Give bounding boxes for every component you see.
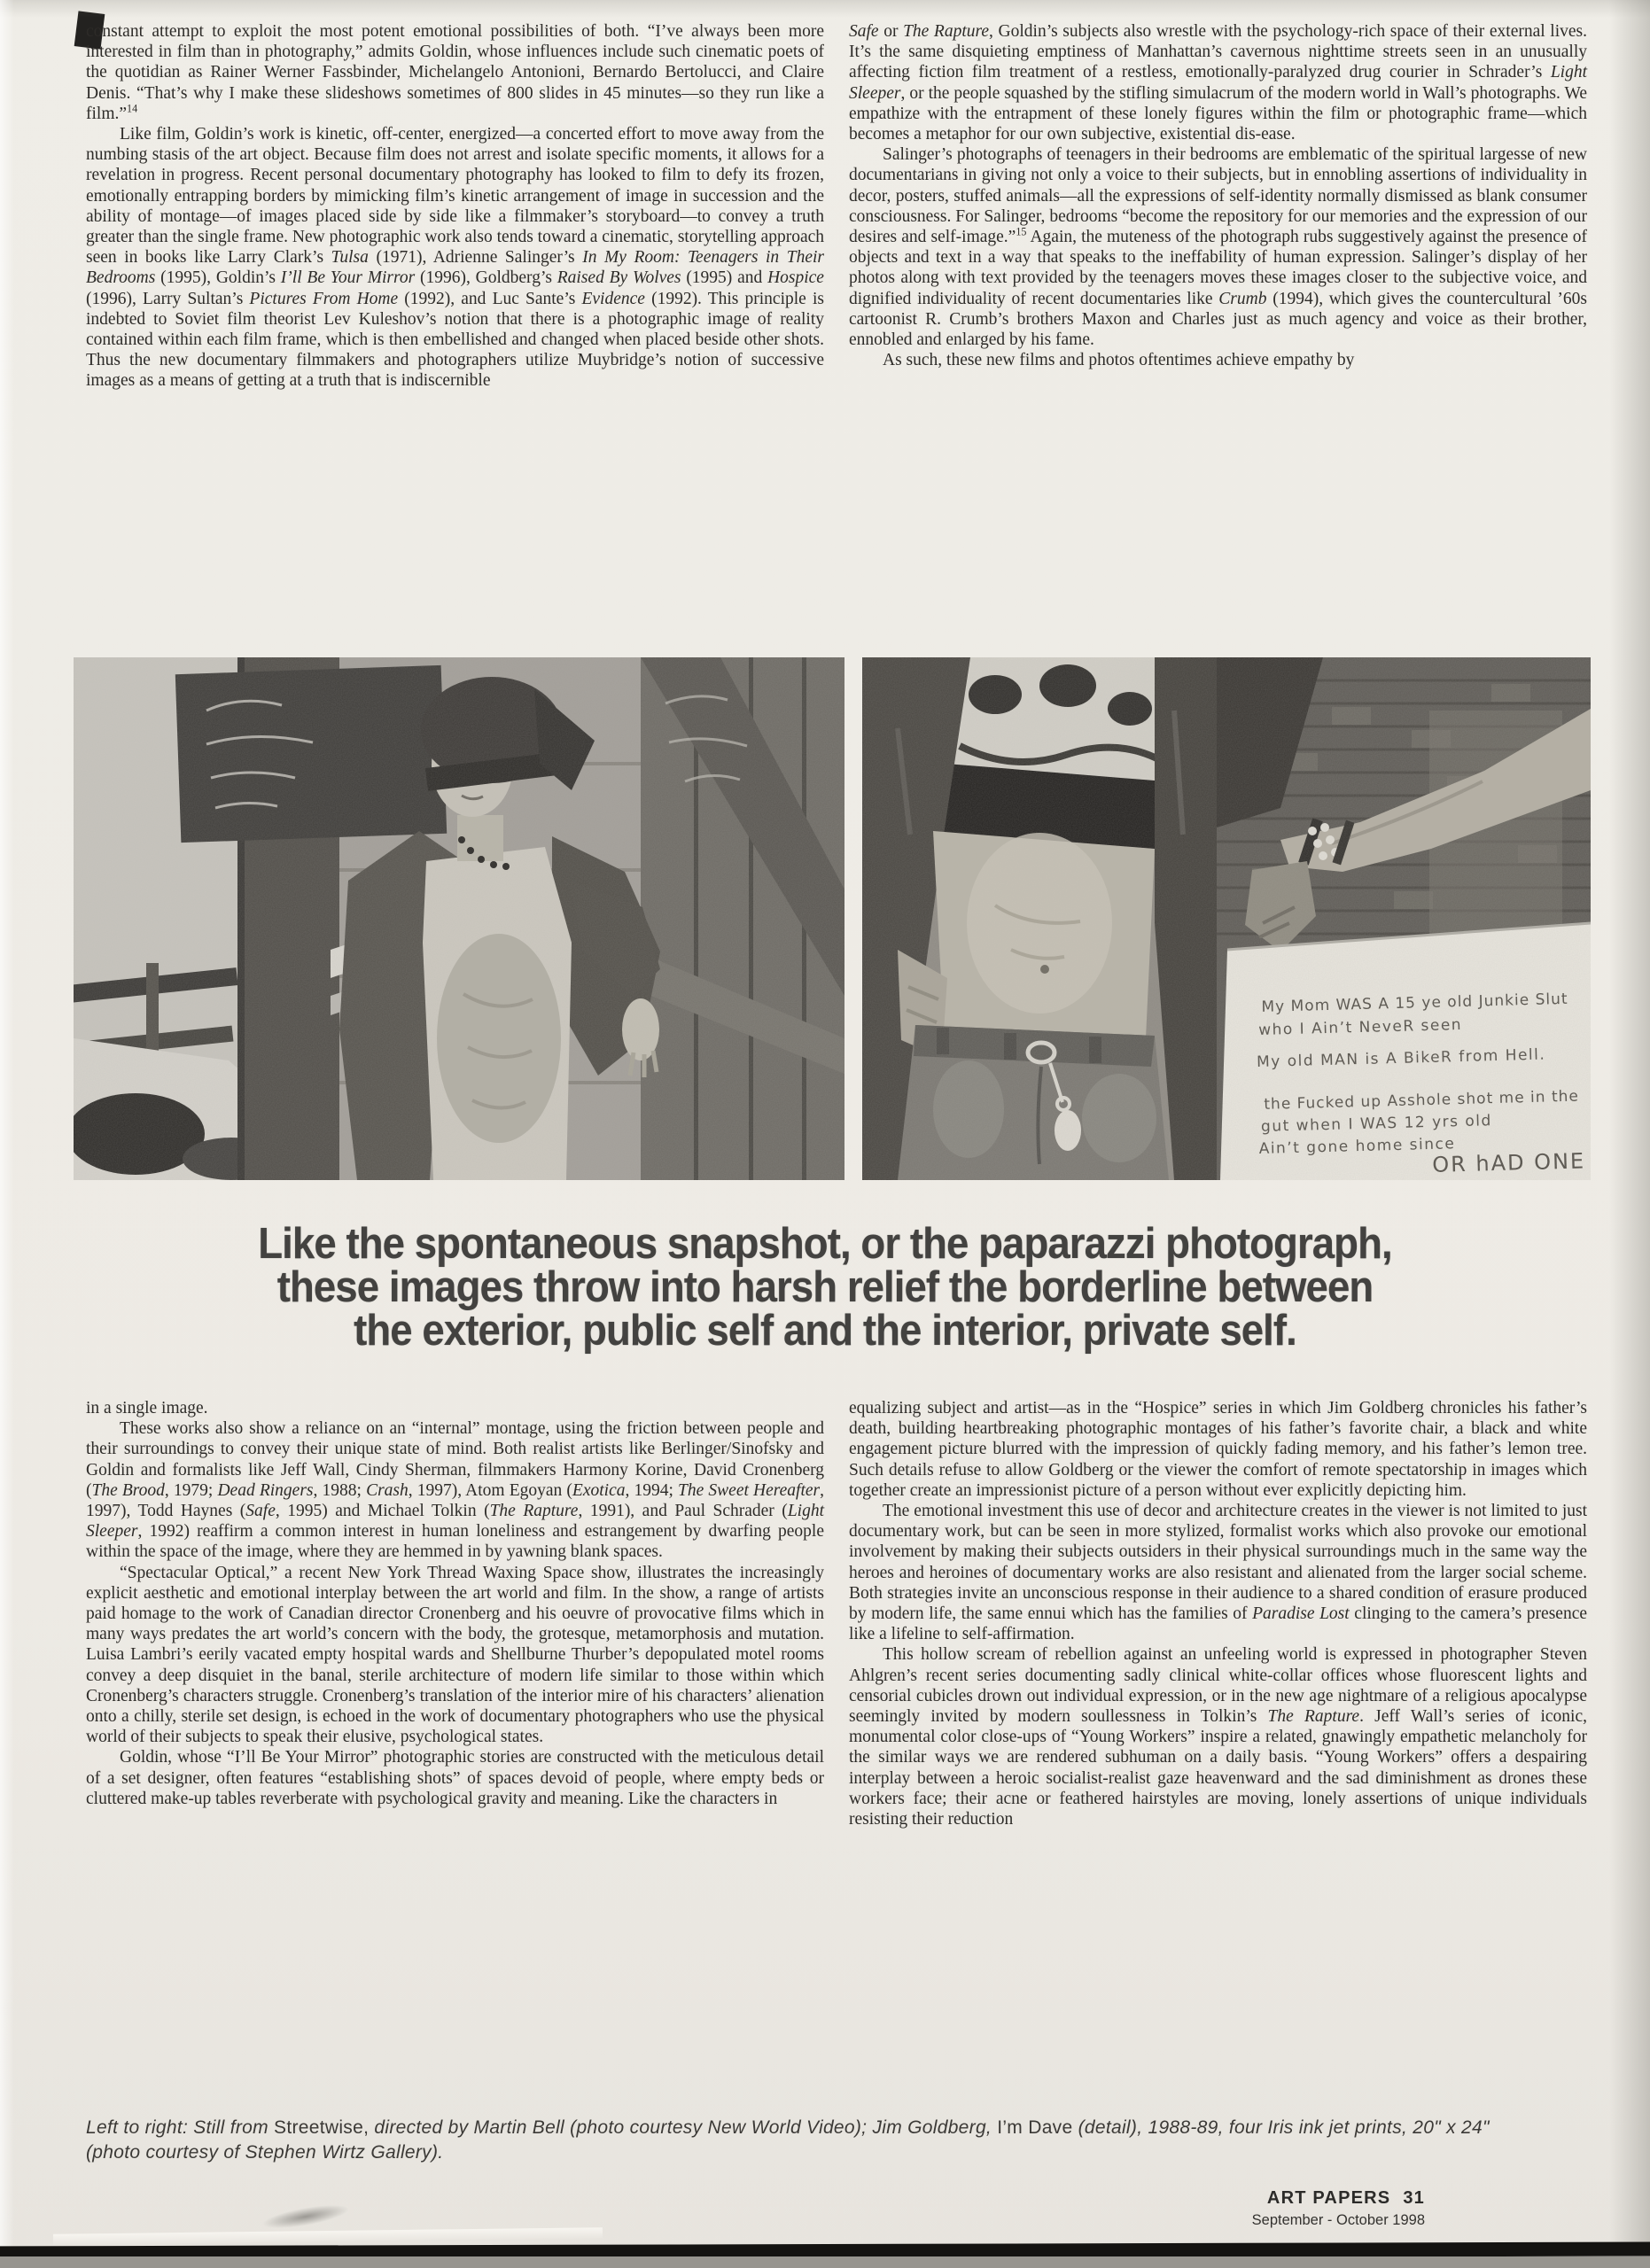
column-bottom-left — [86, 1398, 824, 1809]
column-top-left — [86, 21, 824, 392]
photo-im-dave — [862, 657, 1591, 1180]
paragraph: Goldin, whose “I’ll Be Your Mirror” photographic stories are constructed with the meticulous detail of a set designer, often features “establishing shots” of spaces devoid of people, where empty beds or cluttered make-up tables reverberate with psychological gravity and meaning. Like the characters in — [86, 1748, 824, 1808]
pull-quote — [116, 1220, 1534, 1355]
page-bottom-edge — [53, 2227, 603, 2245]
scanner-background — [0, 2256, 1650, 2268]
pull-quote-line: Like the spontaneous snapshot, or the paparazzi photograph, — [258, 1220, 1392, 1268]
paragraph: Safe or The Rapture, Goldin’s subjects also wrestle with the psychology-rich space of their external lives. It’s the same disquieting emptiness of Manhattan’s cavernous nighttime streets seen in an unusually affecting fiction film treatment of a restless, emotionally-paralyzed drug courier in Schrader’s Light Sleeper, or the people squashed by the stifling simulacrum of the modern world in Wall’s photographs. We empathize with the entrapment of these lonely figures within the film or photographic frame—which becomes a metaphor for our own subjective, existential dis-ease. — [849, 22, 1587, 144]
streetwise-illustration — [74, 657, 844, 1180]
paragraph: Salinger’s photographs of teenagers in their bedrooms are emblematic of the spiritual largesse of new documentarians in giving not only a voice to their subjects, but in ennobling assertions of individuality in decor, posters, stuffed animals—all the expressions of self-identity normally dismissed as blank consumer consciousness. For Salinger, bedrooms “become the repository for our memories and the expression of our desires and self-image.”$^{15}$ Again, the muteness of the photograph rubs suggestively against the presence of objects and text in a way that speaks to the ineffability of human expression. Salinger’s display of her photos along with text provided by the teenagers moves these images closer to the subjective voice, and dignified individuality of recent documentaries like Crumb (1994), which gives the countercultural ’60s cartoonist R. Crumb’s brothers Maxon and Charles just as much agency and voice as their brother, ennobled and enlarged by his fame. — [849, 145, 1587, 350]
scan-smudge — [261, 2200, 351, 2233]
caption-line: (photo courtesy of Stephen Wirtz Gallery). — [86, 2142, 444, 2163]
paragraph: “Spectacular Optical,” a recent New York Thread Waxing Space show, illustrates the increasingly explicit aesthetic and emotional interplay between the art world and film. In the show, a range of artists paid homage to the work of Canadian director Cronenberg and his oeuvre of provocative films which in many ways predates the art world’s concern with the body, the grotesque, metamorphosis and mutation. Luisa Lambri’s eerily vacated empty hospital wards and Shellburne Thurber’s depopulated motel rooms convey a deep disquiet in the banal, sterile architecture of modern life similar to those within which Cronenberg’s characters struggle. Cronenberg’s translation of the interior mire of his characters’ alienation onto a chilly, sterile set design, is echoed in the work of documentary photographers who use the physical world of their subjects to speak their elusive, psychological states. — [86, 1563, 824, 1747]
photo-streetwise-still — [74, 657, 844, 1180]
column-bottom-right — [849, 1398, 1587, 1829]
im-dave-illustration — [862, 657, 1591, 1180]
paragraph: Like film, Goldin’s work is kinetic, off-center, energized—a concerted effort to move away from the numbing stasis of the art object. Because film does not arrest and isolate specific moments, it allows for a revelation in progress. Recent personal documentary photography has looked to film to defy its frozen, emotionally entrapping borders by mimicking film’s kinetic arrangement of image in succession and the ability of montage—of images placed side by side like a filmmaker’s storyboard—to convey a truth greater than the single frame. New photographic work also tends toward a cinematic, storytelling approach seen in books like Larry Clark’s Tulsa (1971), Adrienne Salinger’s In My Room: Teenagers in Their Bedrooms (1995), Goldin’s I’ll Be Your Mirror (1996), Goldberg’s Raised By Wolves (1995) and Hospice (1996), Larry Sultan’s Pictures From Home (1992), and Luc Sante’s Evidence (1992). This principle is indebted to Soviet film theorist Lev Kuleshov’s notion that there is a photographic image of reality contained within each film frame, which is then embellished and changed when placed beside other shots. Thus the new documentary filmmakers and photographers utilize Muybridge’s notion of successive images as a means of getting at a truth that is indiscernible — [86, 125, 824, 391]
caption-line: Left to right: Still from Streetwise, directed by Martin Bell (photo courtesy New World Video); Jim Goldberg, I’m Dave (detail), 1988-89, four Iris ink jet prints, 20" x 24" — [86, 2117, 1490, 2138]
paragraph: These works also show a reliance on an “internal” montage, using the friction between people and their surroundings to convey their unique state of mind. Both realist artists like Berlinger/Sinofsky and Goldin and formalists like Jeff Wall, Cindy Sherman, filmmakers Harmony Korine, David Cronenberg (The Brood, 1979; Dead Ringers, 1988; Crash, 1997), Atom Egoyan (Exotica, 1994; The Sweet Hereafter, 1997), Todd Haynes (Safe, 1995) and Michael Tolkin (The Rapture, 1991), and Paul Schrader (Light Sleeper, 1992) reaffirm a common interest in human loneliness and estrangement by dwarfing people within the space of the image, where they are hemmed in by yawning blank spaces. — [86, 1419, 825, 1562]
paragraph: As such, these new films and photos oftentimes achieve empathy by — [883, 351, 1355, 370]
pull-quote-line: these images throw into harsh relief the borderline between — [276, 1263, 1374, 1311]
paragraph: This hollow scream of rebellion against an unfeeling world is expressed in photographer Steven Ahlgren’s recent series documenting sadly clinical white-collar offices whose fluorescent lights and censorial cubicles drown out individual expression, or in the new age nightmare of a religious apocalypse seemingly invited by modern soullessness in Tolkin’s The Rapture. Jeff Wall’s series of iconic, monumental color close-ups of “Young Workers” inspire a related, gnawingly empathetic melancholy for the similar ways we are rendered subhuman on a daily basis. “Young Workers” offers a despairing interplay between a heroic socialist-realist gaze heavenward and the sad diminishment as drones these workers face; their acne or feathered hairstyles are moving, lonely assertions of unique individuals resisting their reduction — [849, 1645, 1587, 1829]
column-top-right — [849, 21, 1587, 370]
paragraph: The emotional investment this use of decor and architecture creates in the viewer is not limited to just documentary work, but can be seen in more stylized, formalist works which also provoke our emotional involvement by making their subjects outsiders in their physical surroundings much in the same way the heroes and heroines of documentary works are also resistant and alienated from the larger social scheme. Both strategies invite an unconscious response in their audience to a shared condition of erasure produced by modern life, the same ennui which has the families of Paradise Lost clinging to the camera’s presence like a lifeline to self-affirmation. — [849, 1502, 1588, 1644]
page-number: 31 — [1403, 2188, 1425, 2208]
paragraph: in a single image. — [86, 1399, 208, 1418]
paragraph: constant attempt to exploit the most potent emotional possibilities of both. “I’ve always been more interested in film than in photography,” admits Goldin, whose influences include such cinematic poets of the quotidian as Rainer Werner Fassbinder, Michelangelo Antonioni, Bernardo Bertolucci, and Claire Denis. “That’s why I make these slideshows sometimes of 800 slides in 45 minutes—so they run like a film.”$^{14}$ — [86, 22, 824, 123]
page-footer — [1252, 2188, 1425, 2229]
pull-quote-line: the exterior, public self and the interior, private self. — [354, 1307, 1296, 1355]
issue-date: September - October 1998 — [1251, 2212, 1425, 2228]
photo-caption — [86, 2116, 1548, 2165]
paragraph: equalizing subject and artist—as in the “Hospice” series in which Jim Goldberg chronicles his father’s death, building heartbreaking photographic montages of his father’s favorite chair, a black and white engagement picture blurred with the impression of quickly fading memory, and his father’s lemon tree. Such details refuse to allow Goldberg or the viewer the comfort of remote spectatorship in images which together create an impressionist picture of a person without ever explicitly depicting him. — [849, 1399, 1587, 1500]
scan-edge-left — [0, 0, 14, 2268]
scan-edge-top — [0, 0, 1650, 18]
journal-title: ART PAPERS — [1266, 2188, 1391, 2208]
scan-edge-right — [1609, 0, 1650, 2268]
